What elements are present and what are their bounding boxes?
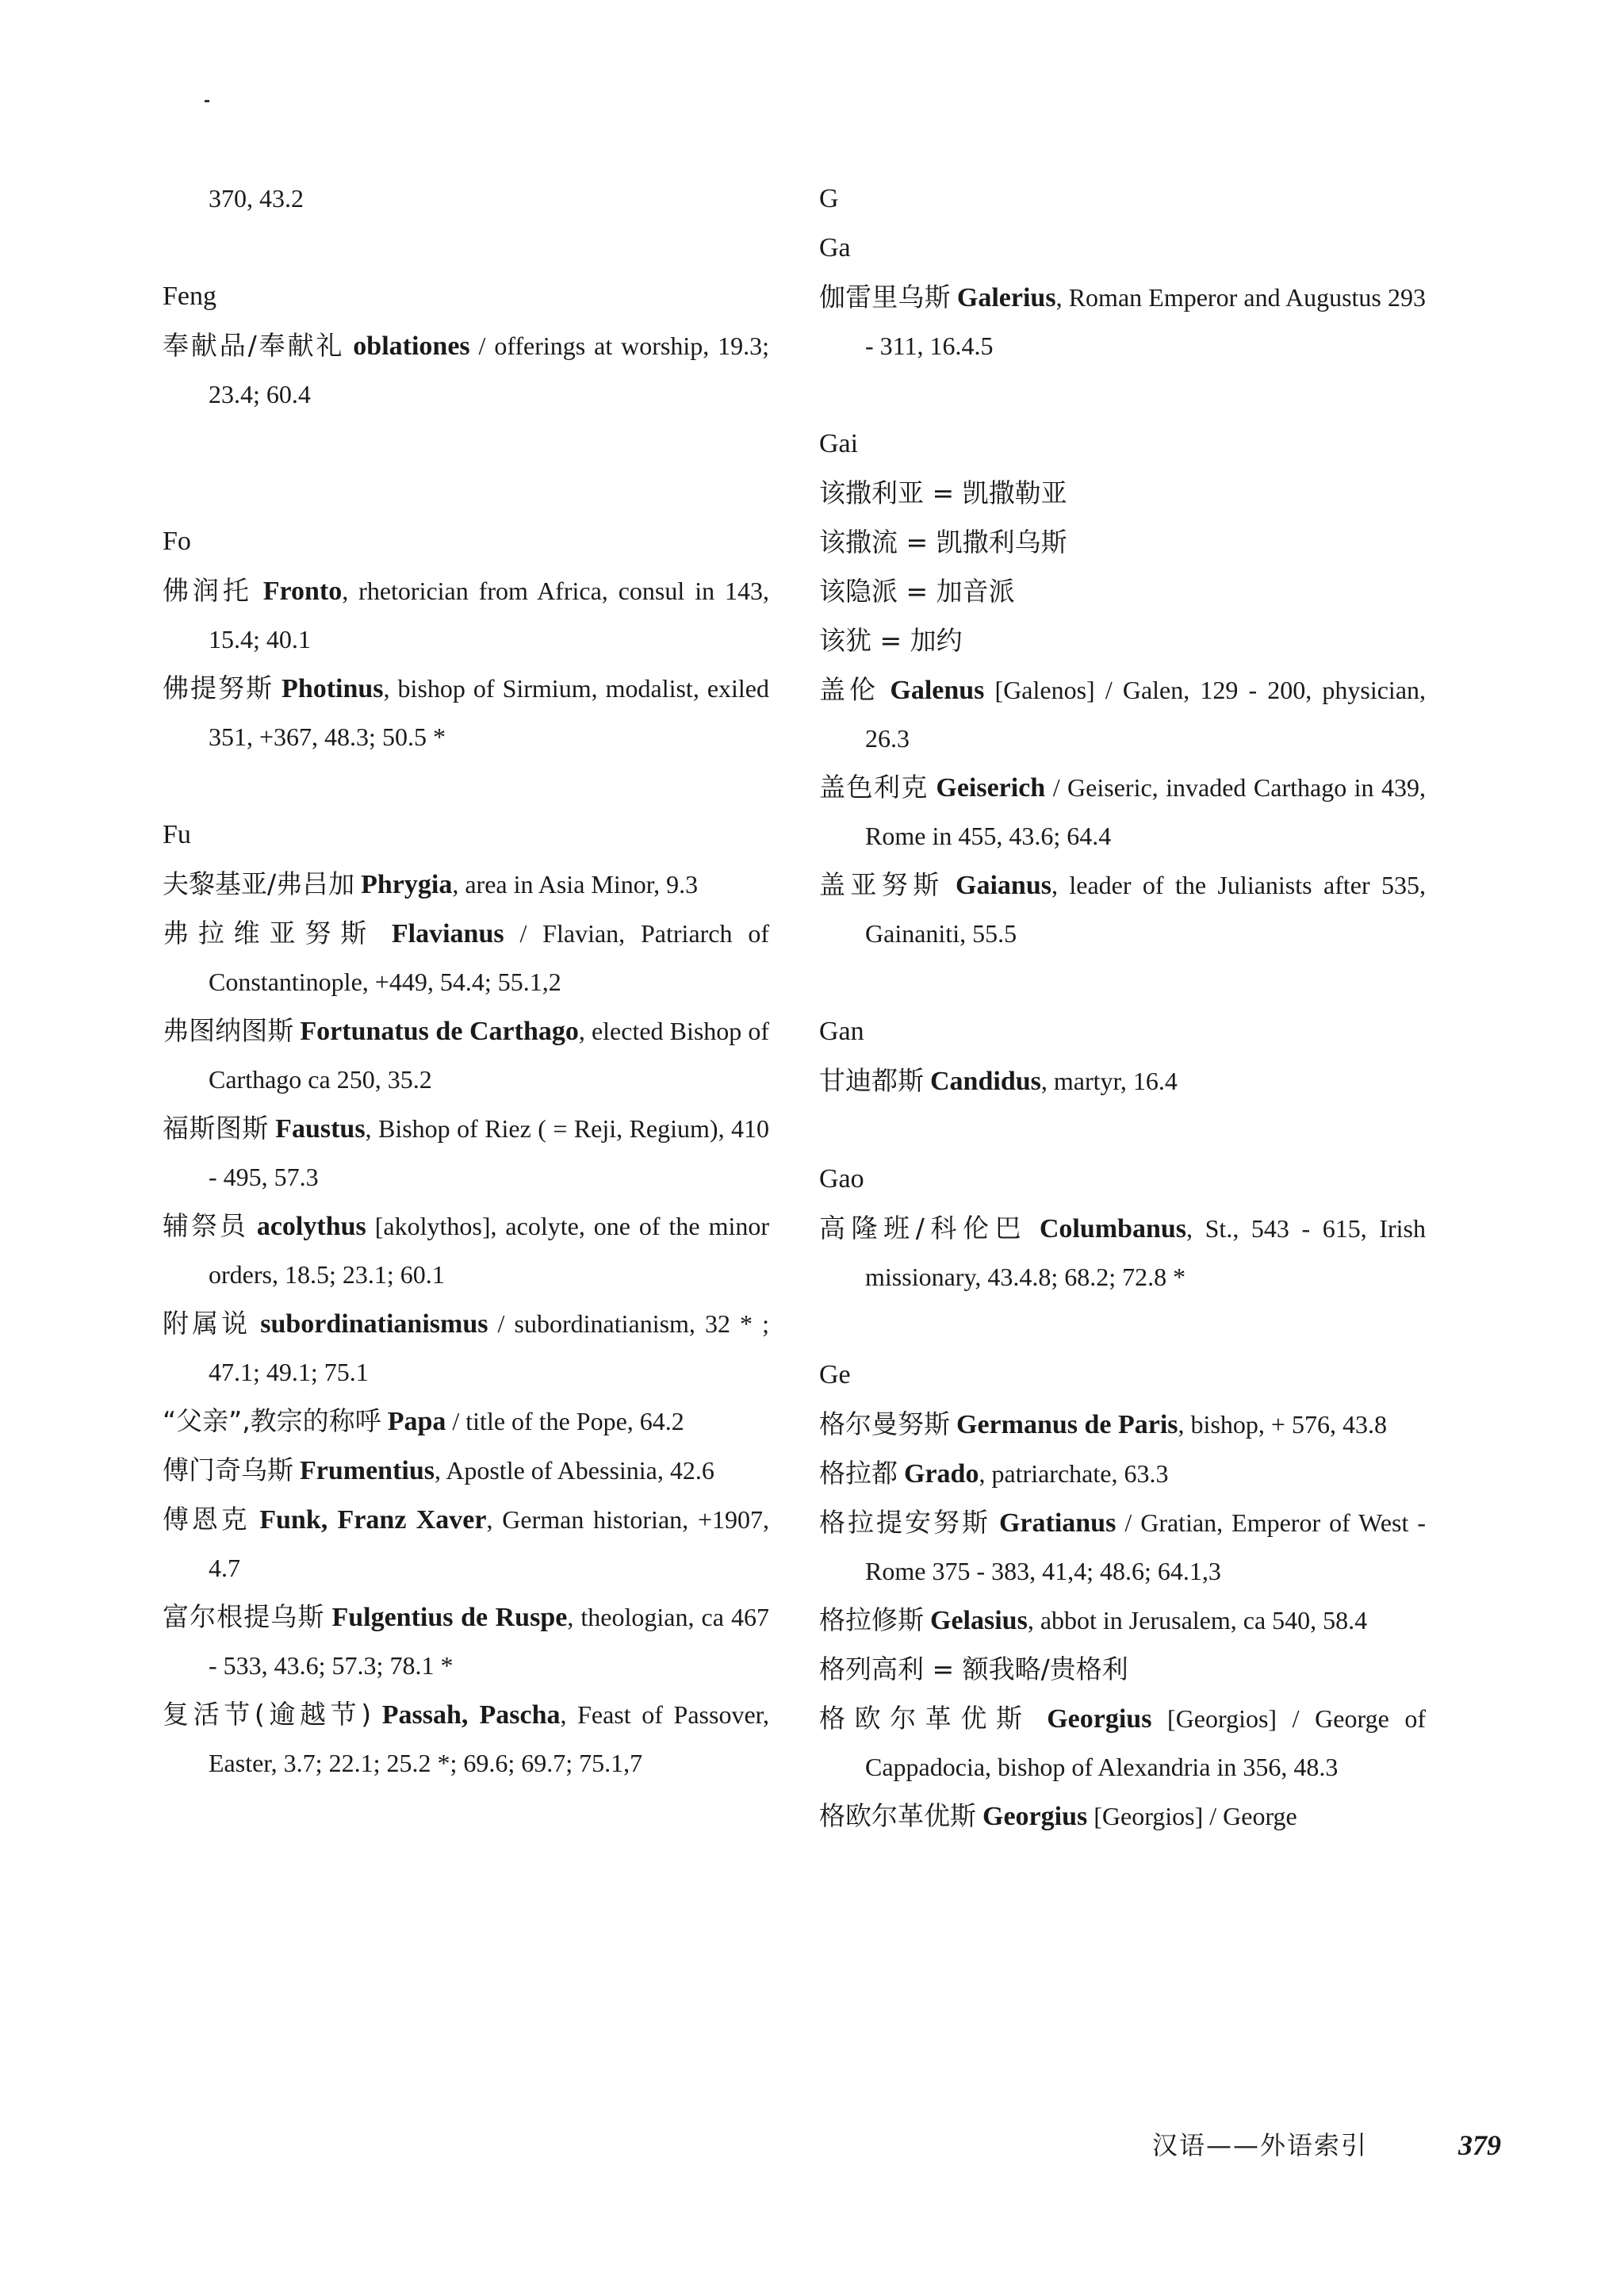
entry-chinese-name: 该隐派 = 加音派 <box>819 576 1015 607</box>
entry-chinese-name: 伽雷里乌斯 <box>819 282 951 312</box>
index-entry <box>163 860 769 909</box>
entry-chinese-name: 格列高利 = 额我略/贵格利 <box>819 1654 1128 1684</box>
section-heading: G <box>819 184 839 213</box>
entry-term: Gaianus <box>956 871 1051 900</box>
entry-description: / offerings at worship, 19.3; 23.4; 60.4 <box>209 331 770 408</box>
entry-chinese-name: 格拉都 <box>819 1458 898 1489</box>
entry-description: [Georgios] / George <box>1087 1802 1297 1830</box>
index-entry <box>819 1645 1426 1694</box>
spacer <box>819 1106 1426 1155</box>
entry-term: Grado <box>904 1459 979 1489</box>
entry-chinese-name: 佛润托 <box>163 575 253 606</box>
section-heading: Fu <box>163 820 191 849</box>
entry-description: , Apostle of Abessinia, 42.6 <box>435 1456 714 1485</box>
entry-term: Gelasius <box>930 1606 1028 1635</box>
entry-term: Passah, Pascha <box>381 1700 561 1730</box>
left-column <box>163 174 769 1788</box>
entry-description: , theologian, ca 467 - 533, 43.6; 57.3; 78.1 * <box>209 1603 770 1680</box>
index-entry <box>163 1397 769 1446</box>
index-entry <box>163 1495 769 1592</box>
index-entry <box>819 273 1426 370</box>
entry-term: Germanus de Paris <box>956 1410 1178 1439</box>
entry-term: subordinatianismus <box>260 1309 488 1339</box>
index-entry <box>163 174 769 223</box>
entry-chinese-name: 奉献品/奉献礼 <box>163 330 345 361</box>
entry-description: , Roman Emperor and Augustus 293 - 311, 16.4.5 <box>865 283 1427 360</box>
index-entry <box>163 566 769 664</box>
entry-term: Fulgentius de Ruspe <box>331 1603 568 1632</box>
entry-term: Funk, Franz Xaver <box>259 1505 487 1535</box>
index-entry <box>819 567 1426 616</box>
entry-term: Candidus <box>930 1067 1041 1096</box>
entry-description: , Bishop of Riez ( = Reji, Regium), 410 - 495, 57.3 <box>209 1114 770 1191</box>
entry-chinese-name: 辅祭员 <box>163 1210 248 1241</box>
index-entry <box>163 1006 769 1104</box>
entry-chinese-name: 福斯图斯 <box>163 1113 269 1144</box>
spacer <box>163 223 769 272</box>
entry-description: , leader of the Julianists after 535, Gainaniti, 55.5 <box>865 871 1427 948</box>
index-entry <box>163 664 769 761</box>
entry-chinese-name: 高隆班/科伦巴 <box>819 1213 1028 1244</box>
section-heading: Gao <box>819 1164 864 1194</box>
index-entry <box>163 1690 769 1788</box>
entry-description: , German historian, +1907, 4.7 <box>209 1505 769 1582</box>
entry-term: Photinus <box>282 674 384 703</box>
entry-term: Fortunatus de Carthago <box>300 1017 579 1046</box>
entry-description: , patriarchate, 63.3 <box>979 1459 1169 1488</box>
entry-chinese-name: 格欧尔革优斯 <box>819 1800 976 1831</box>
index-entry <box>819 1400 1426 1449</box>
entry-term: Papa <box>387 1407 446 1436</box>
entry-term: Faustus <box>275 1114 366 1144</box>
spacer <box>163 761 769 811</box>
entry-description: [Georgios] / George of Cappadocia, bishop of Alexandria in 356, 48.3 <box>865 1704 1427 1781</box>
spacer <box>163 419 769 517</box>
entry-chinese-name: 复活节(逾越节) <box>163 1699 372 1730</box>
entry-chinese-name: 该撒利亚 = 凯撒勒亚 <box>819 477 1067 508</box>
section-heading: Gan <box>819 1017 864 1046</box>
entry-description: / title of the Pope, 64.2 <box>446 1407 684 1435</box>
index-entry <box>163 1104 769 1201</box>
entry-description: / Gratian, Emperor of West - Rome 375 - 383, 41,4; 48.6; 64.1,3 <box>865 1508 1427 1585</box>
entry-chinese-name: 盖色利克 <box>819 772 929 803</box>
index-entry <box>163 321 769 419</box>
section-heading: Gai <box>819 429 859 458</box>
entry-chinese-name: 富尔根提乌斯 <box>163 1601 325 1632</box>
entry-description: , Feast of Passover, Easter, 3.7; 22.1; 25.2 *; 69.6; 69.7; 75.1,7 <box>209 1700 770 1777</box>
entry-chinese-name: 格尔曼努斯 <box>819 1408 950 1439</box>
entry-term: Frumentius <box>300 1456 435 1485</box>
entry-description: / Geiseric, invaded Carthago in 439, Rome in 455, 43.6; 64.4 <box>865 773 1427 850</box>
entry-description: , martyr, 16.4 <box>1040 1067 1178 1095</box>
entry-description: / subordinatianism, 32 * ; 47.1; 49.1; 75.1 <box>209 1309 769 1386</box>
entry-chinese-name: 佛提努斯 <box>163 673 274 703</box>
index-entry <box>819 518 1426 567</box>
entry-description: , elected Bishop of Carthago ca 250, 35.2 <box>209 1017 770 1094</box>
entry-term: oblationes <box>353 331 470 361</box>
entry-chinese-name: 甘迪都斯 <box>819 1065 924 1096</box>
entry-term: Phrygia <box>361 870 453 899</box>
entry-chinese-name: 格欧尔革优斯 <box>819 1703 1032 1734</box>
entry-description: , rhetorician from Africa, consul in 143, 15.4; 40.1 <box>209 577 770 653</box>
spacer <box>819 370 1426 420</box>
index-entry <box>163 1299 769 1397</box>
page-footer <box>1152 2121 1501 2169</box>
entry-term: Georgius <box>982 1802 1088 1831</box>
index-entry <box>819 860 1426 958</box>
index-entry <box>163 1592 769 1690</box>
scan-mark <box>205 100 209 102</box>
entry-term: Flavianus <box>391 919 504 948</box>
index-entry <box>819 1056 1426 1106</box>
index-entry <box>819 763 1426 860</box>
section-heading: Feng <box>163 282 216 311</box>
entry-term: Georgius <box>1047 1704 1152 1734</box>
entry-chinese-name: 该撒流 = 凯撒利乌斯 <box>819 527 1067 558</box>
entry-term: Galerius <box>956 283 1056 312</box>
section-heading: Fo <box>163 527 191 556</box>
entry-chinese-name: 弗图纳图斯 <box>163 1015 294 1046</box>
entry-chinese-name: 该犹 = 加约 <box>819 625 963 656</box>
entry-description: [Galenos] / Galen, 129 - 200, physician, 26.3 <box>865 676 1427 753</box>
entry-term: Columbanus <box>1039 1214 1187 1244</box>
entry-description: / Flavian, Patriarch of Constantinople, +449, 54.4; 55.1,2 <box>209 919 770 996</box>
entry-description: , bishop of Sirmium, modalist, exiled 351, +367, 48.3; 50.5 * <box>209 674 770 751</box>
entry-chinese-name: “父亲”,教宗的称呼 <box>163 1405 381 1436</box>
spacer <box>819 958 1426 1007</box>
entry-chinese-name: 傅门奇乌斯 <box>163 1454 293 1485</box>
entry-description: , St., 543 - 615, Irish missionary, 43.4.8; 68.2; 72.8 * <box>865 1214 1426 1291</box>
index-entry <box>819 1449 1426 1498</box>
index-entry <box>163 1201 769 1299</box>
entry-chinese-name: 格拉提安努斯 <box>819 1507 990 1538</box>
entry-description: 370, 43.2 <box>209 184 304 213</box>
entry-description: , abbot in Jerusalem, ca 540, 58.4 <box>1027 1606 1368 1634</box>
index-entry <box>819 1596 1426 1645</box>
entry-term: Fronto <box>262 577 343 606</box>
entry-chinese-name: 盖伦 <box>819 674 880 705</box>
index-entry <box>819 469 1426 518</box>
footer-title: 汉语——外语索引 <box>1152 2130 1369 2160</box>
right-column <box>819 174 1426 1841</box>
entry-description: , area in Asia Minor, 9.3 <box>452 870 699 899</box>
page-number: 379 <box>1458 2129 1501 2161</box>
entry-chinese-name: 附属说 <box>163 1308 251 1339</box>
entry-description: , bishop, + 576, 43.8 <box>1178 1410 1387 1439</box>
index-entry <box>819 1694 1426 1792</box>
section-heading: Ga <box>819 233 851 263</box>
index-entry <box>819 1498 1426 1596</box>
entry-chinese-name: 弗拉维亚努斯 <box>163 918 377 948</box>
index-entry <box>163 1446 769 1495</box>
index-entry <box>819 616 1426 665</box>
entry-term: Galenus <box>890 676 985 705</box>
index-entry <box>819 665 1426 763</box>
entry-chinese-name: 格拉修斯 <box>819 1604 924 1635</box>
entry-chinese-name: 傅恩克 <box>163 1504 251 1535</box>
entry-chinese-name: 盖亚努斯 <box>819 869 944 900</box>
index-entry <box>163 909 769 1006</box>
index-entry <box>819 1204 1426 1301</box>
spacer <box>819 1301 1426 1351</box>
index-entry <box>819 1792 1426 1841</box>
entry-term: Geiserich <box>936 773 1046 803</box>
entry-term: acolythus <box>256 1212 366 1241</box>
entry-description: [akolythos], acolyte, one of the minor orders, 18.5; 23.1; 60.1 <box>209 1212 770 1289</box>
section-heading: Ge <box>819 1360 851 1389</box>
entry-chinese-name: 夫黎基亚/弗吕加 <box>163 868 355 899</box>
entry-term: Gratianus <box>998 1508 1116 1538</box>
